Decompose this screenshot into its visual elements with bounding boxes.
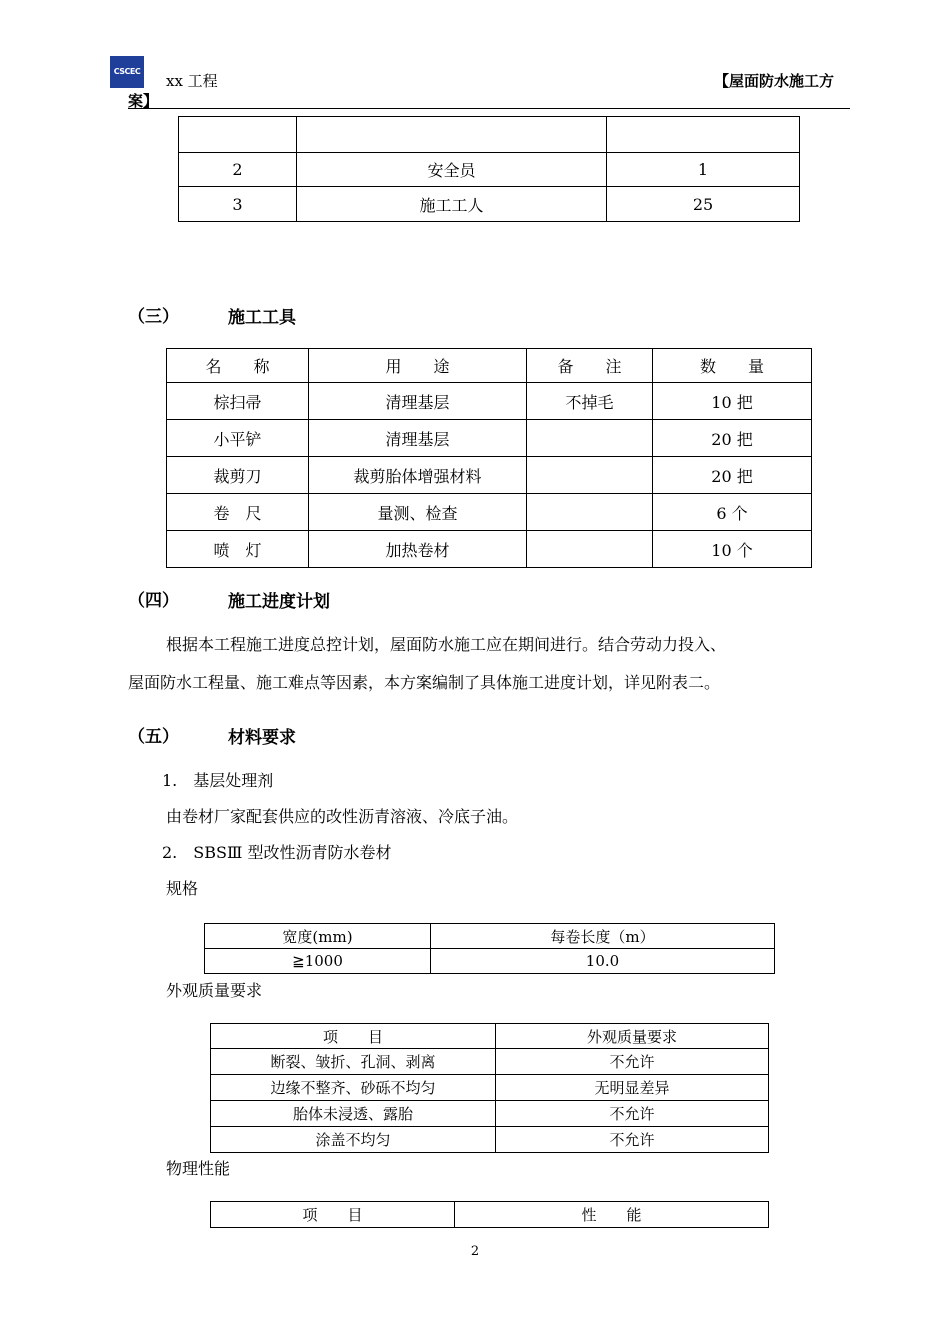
table-cell — [297, 117, 607, 153]
section5-title: 材料要求 — [228, 728, 296, 748]
table-row — [167, 420, 812, 457]
header-cell: 性 能 — [455, 1202, 769, 1228]
table-cell: 不允许 — [496, 1101, 769, 1127]
header-cell: 项 目 — [211, 1202, 455, 1228]
project-name: xx 工程 — [166, 72, 218, 90]
section3-title: 施工工具 — [228, 308, 296, 328]
table-cell: 不允许 — [496, 1127, 769, 1153]
table-cell: 卷 尺 — [167, 494, 309, 531]
table-cell: 10 把 — [653, 383, 812, 420]
table-cell: 涂盖不均匀 — [211, 1127, 496, 1153]
table-cell: 10 个 — [653, 531, 812, 568]
table-cell: 10.0 — [431, 949, 775, 974]
table-cell: 加热卷材 — [309, 531, 527, 568]
header-cell: 名 称 — [167, 349, 309, 383]
doc-title-wrap: 案】 — [128, 92, 159, 110]
table-row — [167, 457, 812, 494]
physical-table — [210, 1201, 769, 1228]
table-cell: 断裂、皱折、孔洞、剥离 — [211, 1049, 496, 1075]
table-cell: 清理基层 — [309, 383, 527, 420]
table-cell: 裁剪刀 — [167, 457, 309, 494]
table-cell: ≧1000 — [205, 949, 431, 974]
section5-number: （五） — [128, 727, 179, 747]
header-cell: 项 目 — [211, 1024, 496, 1049]
table-row — [205, 949, 775, 974]
header-cell: 数 量 — [653, 349, 812, 383]
table-row — [211, 1075, 769, 1101]
table-cell: 边缘不整齐、砂砾不均匀 — [211, 1075, 496, 1101]
doc-title: 【屋面防水施工方 — [714, 72, 835, 90]
table-cell: 2 — [179, 153, 297, 187]
physical-label: 物理性能 — [166, 1159, 231, 1178]
section4-title: 施工进度计划 — [228, 592, 330, 612]
tools-table — [166, 348, 812, 568]
table-cell — [527, 531, 653, 568]
table-row — [179, 153, 800, 187]
header-cell: 外观质量要求 — [496, 1024, 769, 1049]
table-row — [179, 187, 800, 222]
appearance-label: 外观质量要求 — [166, 981, 263, 1000]
table-cell: 20 把 — [653, 420, 812, 457]
table-cell: 无明显差异 — [496, 1075, 769, 1101]
table-cell — [179, 117, 297, 153]
table-header-row — [205, 924, 775, 949]
header-cell: 宽度(mm) — [205, 924, 431, 949]
material-item-1: 1. 基层处理剂 — [162, 771, 274, 790]
table-cell — [527, 457, 653, 494]
table-cell: 不掉毛 — [527, 383, 653, 420]
table-row — [167, 531, 812, 568]
spec-table — [204, 923, 775, 974]
table-header-row — [211, 1202, 769, 1228]
table-cell: 安全员 — [297, 153, 607, 187]
material-item-1-desc: 由卷材厂家配套供应的改性沥青溶液、冷底子油。 — [166, 807, 519, 826]
table-row — [167, 383, 812, 420]
table-cell: 不允许 — [496, 1049, 769, 1075]
table-cell: 3 — [179, 187, 297, 222]
table-cell — [527, 420, 653, 457]
material-item-2: 2. SBSⅢ 型改性沥青防水卷材 — [162, 843, 392, 862]
section4-number: （四） — [128, 591, 179, 611]
table-cell: 量测、检查 — [309, 494, 527, 531]
schedule-paragraph-line1: 根据本工程施工进度总控计划，屋面防水施工应在期间进行。结合劳动力投入、 — [166, 635, 727, 654]
table-cell: 胎体未浸透、露胎 — [211, 1101, 496, 1127]
appearance-table — [210, 1023, 769, 1153]
table-row — [167, 494, 812, 531]
table-cell: 20 把 — [653, 457, 812, 494]
header-cell: 备 注 — [527, 349, 653, 383]
table-cell: 小平铲 — [167, 420, 309, 457]
table-row — [211, 1101, 769, 1127]
logo-text: CSCEC — [113, 67, 141, 76]
section3-number: （三） — [128, 307, 179, 327]
table-row — [211, 1127, 769, 1153]
staff-table — [178, 116, 800, 222]
header-cell: 每卷长度（m） — [431, 924, 775, 949]
spec-label: 规格 — [166, 879, 199, 898]
table-row — [211, 1049, 769, 1075]
table-cell: 棕扫帚 — [167, 383, 309, 420]
header-cell: 用 途 — [309, 349, 527, 383]
page-number: 2 — [470, 1244, 480, 1259]
table-cell: 清理基层 — [309, 420, 527, 457]
table-cell: 1 — [607, 153, 800, 187]
table-cell — [527, 494, 653, 531]
table-cell — [607, 117, 800, 153]
table-cell: 裁剪胎体增强材料 — [309, 457, 527, 494]
table-row — [179, 117, 800, 153]
table-header-row — [211, 1024, 769, 1049]
table-cell: 25 — [607, 187, 800, 222]
table-header-row — [167, 349, 812, 383]
schedule-paragraph-line2: 屋面防水工程量、施工难点等因素，本方案编制了具体施工进度计划，详见附表二。 — [128, 673, 721, 692]
table-cell: 喷 灯 — [167, 531, 309, 568]
table-cell: 施工工人 — [297, 187, 607, 222]
header-divider — [128, 108, 850, 109]
table-cell: 6 个 — [653, 494, 812, 531]
